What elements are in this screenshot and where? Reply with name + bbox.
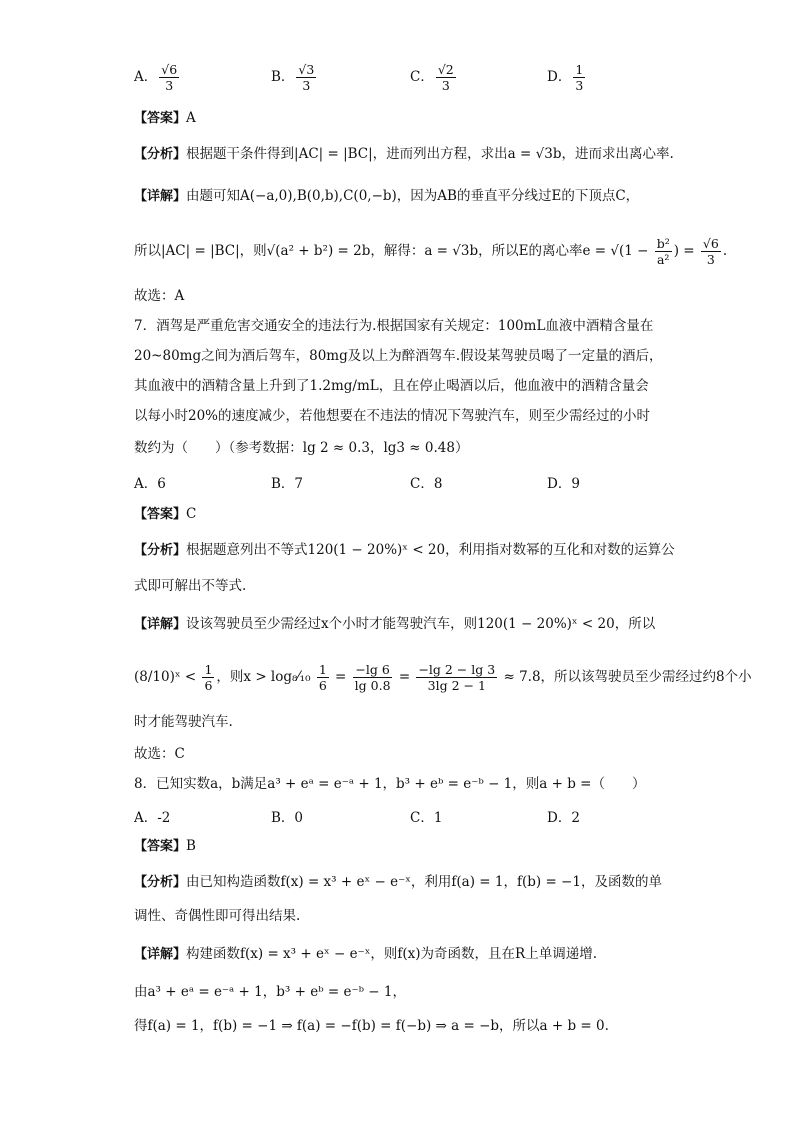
q6-option-b — [271, 62, 318, 93]
q6-answer — [134, 108, 196, 129]
detail-text: 由a³ + eᵃ = e⁻ᵃ + 1，b³ + eᵇ = e⁻ᵇ − 1， — [134, 984, 406, 1000]
fraction-denominator: 6 — [318, 678, 327, 693]
q8-options — [134, 806, 654, 836]
stem-text: 数约为（ ）（参考数据：lg 2 ≈ 0.3，lg3 ≈ 0.48） — [134, 440, 469, 456]
q8-analysis-line-2 — [134, 906, 300, 926]
detail-text: 所以|AC| = |BC|，则√(a² + b²) = 2b，解得：a = √3b，所以E的离心率e = √(1 − — [134, 243, 653, 259]
fraction-numerator: √3 — [298, 62, 315, 77]
q8-option-d: D．2 — [547, 810, 580, 826]
analysis-tag: 【分析】 — [134, 543, 187, 558]
q8-option-c: C．1 — [410, 810, 443, 826]
stem-text: 以每小时20%的速度减少，若他想要在不违法的情况下驾驶汽车，则至少需经过的小时 — [134, 408, 651, 424]
q7-choose — [134, 744, 185, 764]
fraction-denominator: 3 — [302, 78, 311, 93]
detail-text: 构建函数f(x) = x³ + eˣ − e⁻ˣ，则f(x)为奇函数，且在R上单调递增. — [186, 946, 598, 962]
option-label: A． — [134, 69, 158, 85]
q7-answer — [134, 504, 196, 525]
q7-option-a: A．6 — [134, 476, 166, 492]
option-fraction — [573, 62, 585, 93]
answer-tag: 【答案】 — [134, 507, 187, 522]
detail-fraction — [416, 662, 497, 693]
q7-detail-line-3 — [134, 712, 233, 732]
fraction-denominator: 6 — [204, 678, 213, 693]
stem-text: 其血液中的酒精含量上升到了1.2mg/mL，且在停止喝酒以后，他血液中的酒精含量会 — [134, 378, 649, 394]
q7-stem-line-2 — [134, 346, 663, 366]
detail-text: 时才能驾驶汽车. — [134, 714, 233, 730]
fraction-numerator: −lg 6 — [355, 662, 390, 677]
detail-fraction — [317, 662, 329, 693]
q8-option-b: B．0 — [271, 810, 304, 826]
fraction-numerator: 1 — [575, 62, 584, 77]
stem-text: 8．已知实数a，b满足a³ + eᵃ = e⁻ᵃ + 1，b³ + eᵇ = e⁻ᵇ − 1，则a + b =（ ） — [134, 776, 646, 792]
fraction-denominator: 3 — [575, 78, 584, 93]
q7-option-b: B．7 — [271, 476, 304, 492]
fraction-numerator: −lg 2 − lg 3 — [418, 662, 496, 677]
choose-text: 故选：C — [134, 746, 185, 762]
analysis-tag: 【分析】 — [134, 875, 187, 890]
q8-detail-line-1 — [134, 944, 597, 965]
detail-text: ≈ 7.8，所以该驾驶员至少需经过约8个小 — [499, 669, 752, 685]
q8-answer — [134, 836, 196, 857]
answer-value: A — [186, 110, 196, 126]
option-fraction — [159, 62, 179, 93]
analysis-text: 式即可解出不等式. — [134, 578, 247, 594]
detail-text: 设该驾驶员至少需经过x个小时才能驾驶汽车，则120(1 − 20%)ˣ < 20，所以 — [186, 616, 656, 632]
q7-detail-line-2 — [134, 662, 752, 693]
analysis-text: 根据题干条件得到|AC| = |BC|，进而列出方程，求出a = √3b，进而求出离心率. — [186, 146, 674, 162]
q6-option-d — [547, 62, 587, 93]
fraction-numerator: 1 — [204, 662, 213, 677]
q7-stem-line-1 — [134, 316, 653, 336]
q8-detail-line-3 — [134, 1016, 609, 1036]
q7-option-d: D．9 — [547, 476, 580, 492]
stem-text: 7．酒驾是严重危害交通安全的违法行为.根据国家有关规定：100mL血液中酒精含量在 — [134, 318, 654, 334]
q6-detail-line-1 — [134, 186, 639, 207]
answer-tag: 【答案】 — [134, 111, 187, 126]
detail-fraction — [202, 662, 214, 693]
q6-detail-line-2 — [134, 236, 727, 267]
q7-option-c: C．8 — [410, 476, 443, 492]
option-label: D． — [547, 69, 572, 85]
detail-text: . — [722, 243, 728, 259]
option-fraction — [296, 62, 316, 93]
q6-analysis — [134, 144, 674, 165]
q8-detail-line-2 — [134, 982, 406, 1002]
fraction-denominator: 3lg 2 − 1 — [427, 678, 486, 693]
fraction-denominator: lg 0.8 — [354, 678, 391, 693]
detail-text: 由题可知A(−a,0),B(0,b),C(0,−b)，因为AB的垂直平分线过E的下顶点C， — [186, 188, 640, 204]
q6-option-a — [134, 62, 181, 93]
option-label: B． — [271, 69, 295, 85]
fraction-numerator: √6 — [702, 236, 719, 251]
detail-fraction — [655, 236, 672, 267]
fraction-numerator: √6 — [161, 62, 178, 77]
analysis-tag: 【分析】 — [134, 147, 187, 162]
fraction-numerator: √2 — [437, 62, 454, 77]
answer-value: B — [186, 838, 196, 854]
detail-tag: 【详解】 — [134, 189, 187, 204]
analysis-text: 根据题意列出不等式120(1 − 20%)ˣ < 20，利用指对数幂的互化和对数的运算公 — [186, 542, 675, 558]
answer-value: C — [186, 506, 197, 522]
option-label: C． — [410, 69, 434, 85]
q7-analysis-line-1 — [134, 540, 675, 561]
q7-stem-line-3 — [134, 376, 649, 396]
detail-text: = — [330, 669, 351, 685]
q6-choose — [134, 286, 184, 306]
q7-detail-line-1 — [134, 614, 655, 635]
fraction-denominator: 3 — [706, 252, 715, 267]
q8-stem — [134, 774, 645, 794]
q6-option-c — [410, 62, 458, 93]
choose-text: 故选：A — [134, 288, 185, 304]
analysis-text: 调性、奇偶性即可得出结果. — [134, 908, 301, 924]
fraction-denominator: a² — [656, 252, 670, 267]
answer-tag: 【答案】 — [134, 839, 187, 854]
fraction-denominator: 3 — [165, 78, 174, 93]
q8-analysis-line-1 — [134, 872, 662, 893]
fraction-numerator: b² — [656, 236, 670, 251]
detail-text: 得f(a) = 1，f(b) = −1 ⇒ f(a) = −f(b) = f(−b) ⇒ a = −b，所以a + b = 0. — [134, 1018, 609, 1034]
q6-options — [134, 62, 654, 92]
detail-text: ，则x > log₈⁄₁₀ — [216, 669, 315, 685]
detail-text: (8/10)ˣ < — [134, 669, 201, 685]
q7-analysis-line-2 — [134, 576, 246, 596]
detail-text: = — [394, 669, 415, 685]
detail-fraction — [701, 236, 721, 267]
q7-stem-line-4 — [134, 406, 650, 426]
analysis-text: 由已知构造函数f(x) = x³ + eˣ − e⁻ˣ，利用f(a) = 1，f(b) = −1，及函数的单 — [186, 874, 662, 890]
detail-text: ) = — [673, 243, 699, 259]
detail-tag: 【详解】 — [134, 947, 187, 962]
q8-option-a: A．-2 — [134, 810, 171, 826]
stem-text: 20~80mg之间为酒后驾车，80mg及以上为醉酒驾车.假设某驾驶员喝了一定量的酒后， — [134, 348, 663, 364]
detail-fraction — [353, 662, 393, 693]
detail-tag: 【详解】 — [134, 617, 187, 632]
fraction-numerator: 1 — [318, 662, 327, 677]
q7-options — [134, 472, 654, 502]
option-fraction — [436, 62, 456, 93]
q7-stem-line-5 — [134, 438, 468, 458]
fraction-denominator: 3 — [441, 78, 450, 93]
